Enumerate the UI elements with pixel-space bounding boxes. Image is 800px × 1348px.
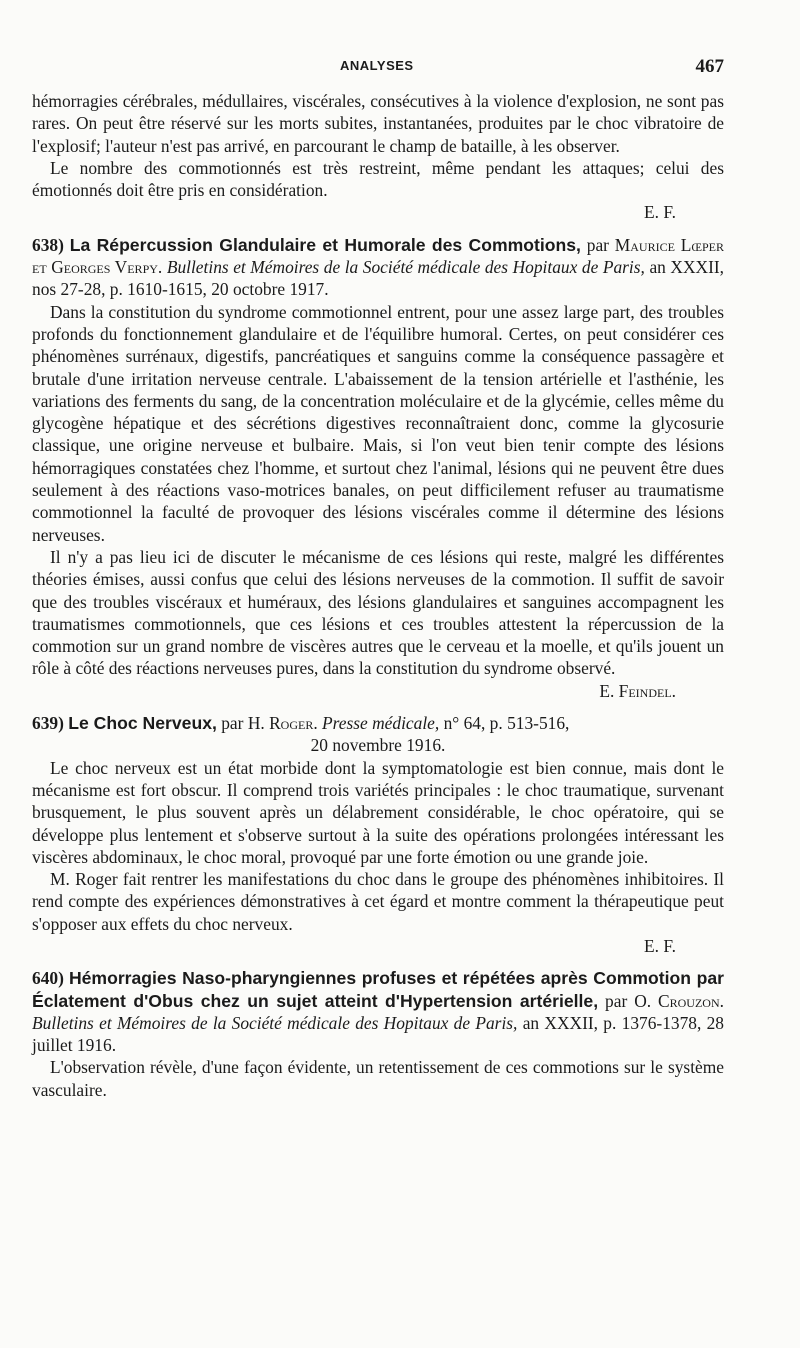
entry-authors: O. Crouzon.	[634, 990, 724, 1011]
entry-citation-date: 20 novembre 1916.	[310, 735, 446, 756]
entry-paragraph: Le choc nerveux est un état morbide dont la symptomatologie est bien connue, mais dont le mécanisme est fort obscur. Il comprend trois variétés principales : le choc traumatique, survenant brusquement, le plus souvent après un délabrement considérable, le choc opératoire, qui se développe plus lentement et s'observe surtout à la suite des opérations prolongées intéressant les viscères abdominaux, le choc moral, provoqué par une forte émotion ou une grande joie.	[32, 757, 724, 867]
entry-paragraph: Il n'y a pas lieu ici de discuter le mécanisme de ces lésions qui reste, malgré les différentes théories émises, aussi confus que celui des lésions nerveuses de la commotion. Il suffit de savoir que des troubles viscéraux et huméraux, des lésions glandulaires et sanguines accompagnent les traumatismes commotionnels, que ces lésions et ces troubles attestent la répercussion de la commotion sur un grand nombre de viscères autres que le cerveau et la moelle, et qu'ils jouent un rôle à côté des réactions nerveuses pures, dans la constitution du syndrome observé.	[32, 546, 724, 679]
running-header	[0, 56, 800, 80]
entry-citation: an XXXII, p. 1376-1378, 28 juillet 1916.	[32, 1012, 724, 1056]
entry-journal: Presse médicale,	[322, 713, 440, 734]
signature-text: E. F.	[644, 202, 676, 223]
entry-by: par	[605, 990, 628, 1011]
entry-paragraph: M. Roger fait rentrer les manifestations du choc dans le groupe des phénomènes inhibitoires. Il rend compte des expériences démonstratives à cet égard et montre comment la thérapeutique peut s'opposer aux effets du choc nerveux.	[32, 869, 724, 934]
entry-signature	[32, 680, 724, 702]
running-title: ANALYSES	[340, 58, 414, 73]
entry-heading	[32, 967, 724, 1056]
intro-paragraph: hémorragies cérébrales, médullaires, viscérales, consécutives à la violence d'explosion, ne sont pas rares. On peut être réservé sur les morts subites, instantanées, produites par le choc vibratoire de l'explosif; l'auteur n'est pas arrivé, en parcourant le champ de bataille, à les observer.	[32, 91, 724, 156]
entry-journal: Bulletins et Mémoires de la Société médicale des Hopitaux de Paris,	[166, 257, 645, 278]
entry-639	[32, 712, 724, 957]
page-number: 467	[695, 56, 724, 77]
entry-640	[32, 967, 724, 1101]
entry-journal: Bulletins et Mémoires de la Société médicale des Hopitaux de Paris,	[32, 1012, 518, 1033]
intro-paragraph-2: Le nombre des commotionnés est très restreint, même pendant les attaques; celui des émotionnés doit être pris en considération.	[32, 157, 724, 201]
entry-heading	[32, 712, 724, 757]
entry-title: La Répercussion Glandulaire et Humorale des Commotions,	[69, 234, 581, 255]
entry-paragraph: L'observation révèle, d'une façon évidente, un retentissement de ces commotions sur le système vasculaire.	[32, 1057, 724, 1100]
entry-title: Hémorragies Naso-pharyngiennes profuses et répétées après Commotion par Éclatement d'Obus chez un sujet atteint d'Hypertension artérielle,	[32, 968, 724, 1011]
signature-text: E. F.	[644, 935, 676, 956]
entry-638	[32, 234, 724, 702]
entry-title: Le Choc Nerveux,	[68, 713, 217, 734]
page-content	[32, 90, 724, 1101]
entry-by: par	[586, 234, 609, 255]
entry-paragraph: Dans la constitution du syndrome commotionnel entrent, pour une assez large part, des troubles profonds du fonctionnement glandulaire et de l'équilibre humoral. Certes, on peut considérer ces phénomènes surrénaux, digestifs, pancréatiques et sanguins comme la conséquence passagère et brutale d'une irritation nerveuse centrale. L'abaissement de la tension artérielle et l'asthénie, les variations des ferments du sang, de la concentration moléculaire et de la glycémie, celles même du glycogène hépatique et des sécrétions digestives reconnaîtraient donc, comme la glycosurie classique, une origine nerveuse et bulbaire. Mais, si l'on veut bien tenir compte des lésions hémorragiques constatées chez l'homme, et surtout chez l'animal, lésions qui ne peuvent être dues seulement à des réactions vaso-motrices banales, on peut difficilement refuser au traumatisme commotionnel la faculté de provoquer des lésions viscérales comme il détermine des lésions nerveuses.	[32, 301, 724, 545]
entry-number: 638)	[32, 234, 64, 255]
entry-heading	[32, 234, 724, 301]
entry-by: par	[221, 713, 244, 734]
entry-authors: Maurice Lœper et Georges Verpy.	[32, 234, 725, 278]
signature-text: E. Feindel.	[599, 680, 676, 701]
entry-authors: H. Roger.	[247, 713, 318, 734]
entry-citation: n° 64, p. 513-516,	[443, 713, 570, 734]
intro-signature	[32, 201, 724, 223]
entry-signature	[32, 935, 724, 957]
entry-citation: an XXXII, nos 27-28, p. 1610-1615, 20 octobre 1917.	[32, 257, 725, 300]
entry-number: 640)	[32, 968, 64, 989]
entry-number: 639)	[32, 713, 64, 734]
